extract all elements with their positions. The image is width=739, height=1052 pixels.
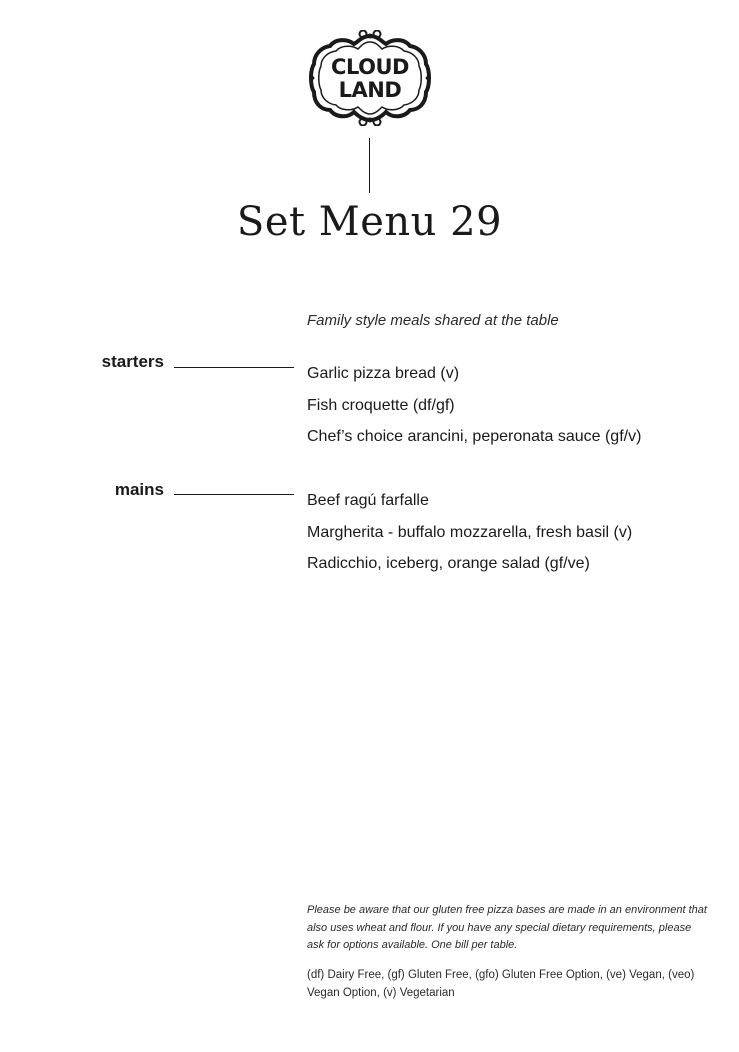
section-rule-mains bbox=[174, 494, 294, 495]
dietary-legend: (df) Dairy Free, (gf) Gluten Free, (gfo) Gluten Free Option, (ve) Vegan, (veo) Vegan Option, (v) Vegetarian bbox=[307, 969, 695, 999]
page-title: Set Menu 29 bbox=[236, 199, 503, 245]
section-label-mains: mains bbox=[114, 480, 164, 499]
menu-item: Fish croquette (df/gf) bbox=[307, 396, 455, 414]
section-label-starters: starters bbox=[101, 352, 164, 371]
title-divider bbox=[369, 138, 370, 193]
menu-item: Chef’s choice arancini, peperonata sauce (gf/v) bbox=[307, 428, 642, 445]
menu-item: Garlic pizza bread (v) bbox=[307, 365, 460, 382]
mains-list bbox=[307, 491, 632, 586]
gluten-free-notice: Please be aware that our gluten free pizza bases are made in an environment that also uses wheat and flour. If you have any special dietary requirements, please ask for options available. One bill per table. bbox=[307, 904, 707, 951]
section-rule-starters bbox=[174, 367, 294, 368]
logo-line1: CLOUD bbox=[331, 55, 409, 79]
menu-item: Radicchio, iceberg, orange salad (gf/ve) bbox=[307, 555, 590, 572]
starters-list bbox=[307, 364, 641, 459]
menu-subtitle: Family style meals shared at the table bbox=[307, 312, 559, 329]
logo-line2: LAND bbox=[338, 78, 402, 102]
cloudland-logo bbox=[308, 30, 432, 126]
menu-item: Beef ragú farfalle bbox=[307, 492, 429, 509]
menu-item: Margherita - buffalo mozzarella, fresh basil (v) bbox=[307, 523, 633, 541]
